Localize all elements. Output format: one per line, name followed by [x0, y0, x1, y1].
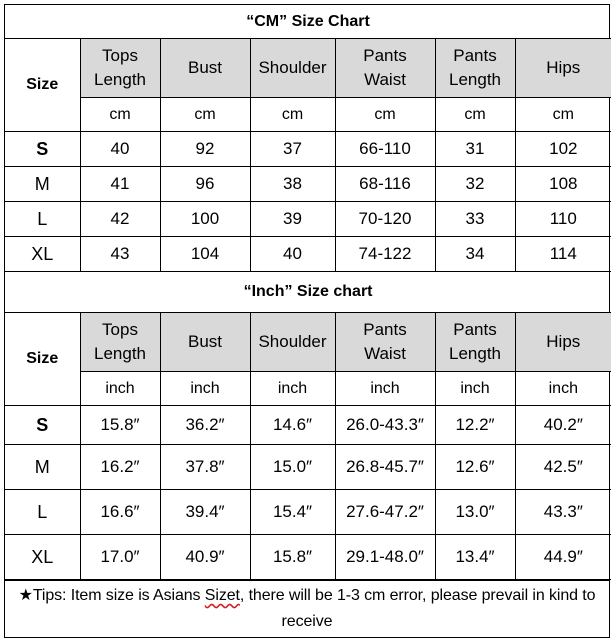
- table-cell: 26.0-43.3″: [335, 406, 435, 445]
- table-cell: 68-116: [335, 167, 435, 202]
- inch-unit: inch: [80, 372, 160, 406]
- table-cell: 27.6-47.2″: [335, 490, 435, 535]
- table-cell: 40.2″: [515, 406, 611, 445]
- cm-size-table: [5, 5, 611, 580]
- table-cell: 66-110: [335, 132, 435, 167]
- table-cell: 39: [250, 202, 335, 237]
- tips-text-before: Tips: Item size is Asians: [32, 587, 205, 604]
- table-cell: 37: [250, 132, 335, 167]
- inch-header-shoulder: Shoulder: [250, 313, 335, 372]
- inch-header-tops-length: Tops Length: [80, 313, 160, 372]
- table-cell: 39.4″: [160, 490, 250, 535]
- table-row: [5, 535, 611, 580]
- size-label: XL: [5, 237, 80, 272]
- cm-unit: cm: [160, 98, 250, 132]
- inch-unit: inch: [515, 372, 611, 406]
- table-row: [5, 132, 611, 167]
- table-cell: 15.4″: [250, 490, 335, 535]
- size-chart-sheet: [4, 4, 610, 638]
- table-row: [5, 237, 611, 272]
- table-cell: 104: [160, 237, 250, 272]
- inch-header-hips: Hips: [515, 313, 611, 372]
- table-row: [5, 490, 611, 535]
- table-cell: 12.2″: [435, 406, 515, 445]
- table-cell: 96: [160, 167, 250, 202]
- cm-unit: cm: [250, 98, 335, 132]
- cm-header-pants-length: Pants Length: [435, 39, 515, 98]
- table-cell: 15.0″: [250, 445, 335, 490]
- tips-text-after: , there will be 1-3 cm error, please prevail in kind to receive: [239, 587, 596, 630]
- cm-header-hips: Hips: [515, 39, 611, 98]
- table-cell: 29.1-48.0″: [335, 535, 435, 580]
- table-cell: 15.8″: [250, 535, 335, 580]
- table-cell: 13.0″: [435, 490, 515, 535]
- size-label: S: [5, 132, 80, 167]
- table-cell: 37.8″: [160, 445, 250, 490]
- cm-unit: cm: [435, 98, 515, 132]
- table-cell: 17.0″: [80, 535, 160, 580]
- inch-header-pants-waist: Pants Waist: [335, 313, 435, 372]
- flagged-word: Sizet: [204, 587, 240, 604]
- cm-header-tops-length: Tops Length: [80, 39, 160, 98]
- table-cell: 100: [160, 202, 250, 237]
- size-label: S: [5, 406, 80, 445]
- star-icon: ★: [18, 587, 33, 604]
- tips-note: [5, 580, 609, 632]
- table-row: [5, 406, 611, 445]
- table-cell: 32: [435, 167, 515, 202]
- table-cell: 12.6″: [435, 445, 515, 490]
- table-cell: 42.5″: [515, 445, 611, 490]
- table-cell: 92: [160, 132, 250, 167]
- cm-unit: cm: [335, 98, 435, 132]
- table-cell: 110: [515, 202, 611, 237]
- table-cell: 41: [80, 167, 160, 202]
- size-label: L: [5, 490, 80, 535]
- inch-size-header: Size: [5, 313, 80, 406]
- table-cell: 34: [435, 237, 515, 272]
- cm-header-bust: Bust: [160, 39, 250, 98]
- table-cell: 74-122: [335, 237, 435, 272]
- cm-unit: cm: [515, 98, 611, 132]
- table-row: [5, 445, 611, 490]
- table-cell: 31: [435, 132, 515, 167]
- table-cell: 43.3″: [515, 490, 611, 535]
- table-cell: 108: [515, 167, 611, 202]
- table-cell: 102: [515, 132, 611, 167]
- table-row: [5, 167, 611, 202]
- table-cell: 16.2″: [80, 445, 160, 490]
- table-cell: 26.8-45.7″: [335, 445, 435, 490]
- cm-chart-title: “CM” Size Chart: [5, 5, 611, 39]
- cm-header-shoulder: Shoulder: [250, 39, 335, 98]
- table-cell: 40: [80, 132, 160, 167]
- table-cell: 16.6″: [80, 490, 160, 535]
- table-cell: 13.4″: [435, 535, 515, 580]
- inch-header-pants-length: Pants Length: [435, 313, 515, 372]
- table-cell: 14.6″: [250, 406, 335, 445]
- table-cell: 15.8″: [80, 406, 160, 445]
- inch-unit: inch: [335, 372, 435, 406]
- table-cell: 40.9″: [160, 535, 250, 580]
- table-cell: 42: [80, 202, 160, 237]
- cm-unit: cm: [80, 98, 160, 132]
- inch-chart-title: “Inch” Size chart: [5, 272, 611, 313]
- inch-unit: inch: [160, 372, 250, 406]
- cm-header-pants-waist: Pants Waist: [335, 39, 435, 98]
- size-label: XL: [5, 535, 80, 580]
- size-label: L: [5, 202, 80, 237]
- table-cell: 114: [515, 237, 611, 272]
- size-label: M: [5, 167, 80, 202]
- cm-size-header: Size: [5, 39, 80, 132]
- size-label: M: [5, 445, 80, 490]
- table-cell: 43: [80, 237, 160, 272]
- table-cell: 44.9″: [515, 535, 611, 580]
- table-cell: 38: [250, 167, 335, 202]
- inch-header-bust: Bust: [160, 313, 250, 372]
- inch-unit: inch: [250, 372, 335, 406]
- table-row: [5, 202, 611, 237]
- table-cell: 70-120: [335, 202, 435, 237]
- table-cell: 33: [435, 202, 515, 237]
- inch-unit: inch: [435, 372, 515, 406]
- table-cell: 40: [250, 237, 335, 272]
- table-cell: 36.2″: [160, 406, 250, 445]
